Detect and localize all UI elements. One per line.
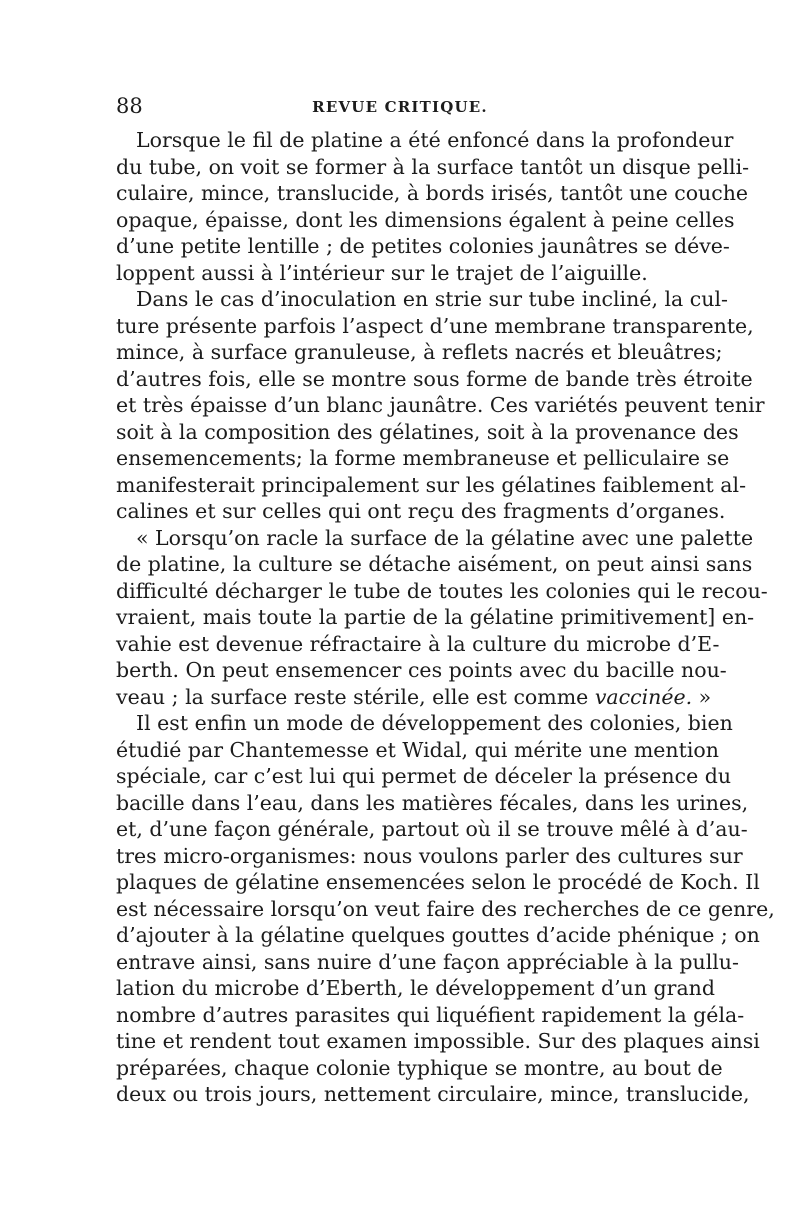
text-line-content: loppent aussi à l’intérieur sur le trajet de l’aiguille. <box>116 260 648 285</box>
text-line <box>116 949 739 975</box>
text-line-content: d’une petite lentille ; de petites colonies jaunâtres se déve- <box>116 234 730 258</box>
text-line-content: et, d’une façon générale, partout où il se trouve mêlé à d’au- <box>116 817 748 841</box>
text-line <box>116 922 760 948</box>
text-line <box>116 233 730 259</box>
text-line <box>116 790 749 816</box>
closing-quote: » <box>692 684 712 709</box>
text-line <box>116 763 732 789</box>
text-line <box>116 1055 723 1081</box>
text-line <box>116 339 723 365</box>
text-line <box>116 366 753 392</box>
text-line-content: entrave ainsi, sans nuire d’une façon appréciable à la pullu- <box>116 949 739 974</box>
text-line <box>116 737 719 763</box>
text-line <box>116 472 747 498</box>
text-line-content: d’ajouter à la gélatine quelques gouttes d’acide phénique ; on <box>116 923 760 947</box>
text-line-content: du tube, on voit se former à la surface tantôt un disque pelli- <box>116 154 750 179</box>
text-line <box>116 1028 760 1054</box>
text-line-content: culaire, mince, translucide, à bords irisés, tantôt une couche <box>116 181 749 205</box>
text-line <box>116 498 726 524</box>
text-line <box>116 207 735 233</box>
text-line <box>116 1002 745 1028</box>
page-number: 88 <box>116 94 143 118</box>
text-line <box>116 445 730 471</box>
text-line-content: plaques de gélatine ensemencées selon le procédé de Koch. Il <box>116 870 760 894</box>
text-line <box>116 657 727 683</box>
text-line <box>116 631 720 657</box>
text-line-content: de platine, la culture se détache aisément, on peut ainsi sans <box>116 552 753 576</box>
text-line-content: Dans le cas d’inoculation en strie sur tube incliné, la cul- <box>136 287 728 311</box>
text-line-content: vahie est devenue réfractaire à la culture du microbe d’E- <box>116 631 720 656</box>
text-line-content: soit à la composition des gélatines, soit à la provenance des <box>116 419 739 444</box>
text-line <box>116 419 739 445</box>
text-line <box>116 180 749 206</box>
text-line-content: étudié par Chantemesse et Widal, qui mérite une mention <box>116 737 719 762</box>
text-line-content: Lorsque le fil de platine a été enfoncé dans la profondeur <box>136 128 734 152</box>
text-line <box>136 286 728 312</box>
text-line <box>116 843 743 869</box>
text-line-content: nombre d’autres parasites qui liquéfient rapidement la géla- <box>116 1002 745 1027</box>
text-line-content: est nécessaire lorsqu’on veut faire des recherches de ce genre, <box>116 896 775 921</box>
text-line-content: berth. On peut ensemencer ces points avec du bacille nou- <box>116 658 727 682</box>
text-line-content: tine et rendent tout examen impossible. Sur des plaques ainsi <box>116 1029 760 1053</box>
running-head: REVUE CRITIQUE. <box>312 98 488 116</box>
text-line-content: tres micro-organismes: nous voulons parler des cultures sur <box>116 843 743 868</box>
text-line <box>116 604 755 630</box>
text-line <box>116 816 748 842</box>
text-line <box>116 260 684 286</box>
text-line-content: opaque, épaisse, dont les dimensions égalent à peine celles <box>116 207 735 232</box>
text-line <box>136 127 734 153</box>
text-line-content: bacille dans l’eau, dans les matières fécales, dans les urines, <box>116 790 749 815</box>
text-line <box>116 551 753 577</box>
text-line-content: veau ; la surface reste stérile, elle est comme <box>116 684 589 709</box>
text-line-content: spéciale, car c’est lui qui permet de déceler la présence du <box>116 764 732 788</box>
text-line <box>116 869 760 895</box>
text-line-content: manifesterait principalement sur les gélatines faiblement al- <box>116 472 747 497</box>
text-line-content: « Lorsqu’on racle la surface de la gélatine avec une palette <box>136 525 754 550</box>
text-line-content: difficulté décharger le tube de toutes les colonies qui le recou- <box>116 578 768 603</box>
text-line <box>116 896 775 922</box>
text-line-content: préparées, chaque colonie typhique se montre, au bout de <box>116 1055 723 1080</box>
text-line <box>116 975 716 1001</box>
text-line <box>116 578 768 604</box>
text-line-content: ture présente parfois l’aspect d’une membrane transparente, <box>116 313 754 338</box>
text-line <box>136 525 754 551</box>
text-line <box>116 313 754 339</box>
text-line <box>136 710 733 736</box>
text-line-content: calines et sur celles qui ont reçu des fragments d’organes. <box>116 499 726 523</box>
text-line-content: ensemencements; la forme membraneuse et pelliculaire se <box>116 446 730 470</box>
text-line-content: et très épaisse d’un blanc jaunâtre. Ces variétés peuvent tenir <box>116 393 765 417</box>
text-line <box>116 154 750 180</box>
text-line-content: lation du microbe d’Eberth, le développement d’un grand <box>116 976 716 1000</box>
italic-word: vaccinée. <box>594 684 693 709</box>
text-line-content: d’autres fois, elle se montre sous forme de bande très étroite <box>116 366 753 391</box>
text-line <box>116 392 765 418</box>
text-line-content: mince, à surface granuleuse, à reflets nacrés et bleuâtres; <box>116 340 723 364</box>
text-line <box>116 1081 750 1107</box>
text-line-content: vraient, mais toute la partie de la gélatine primitivement] en- <box>116 605 755 629</box>
text-line <box>116 684 712 710</box>
text-line-content: deux ou trois jours, nettement circulaire, mince, translucide, <box>116 1082 750 1106</box>
text-line-content: Il est enfin un mode de développement des colonies, bien <box>136 711 733 735</box>
